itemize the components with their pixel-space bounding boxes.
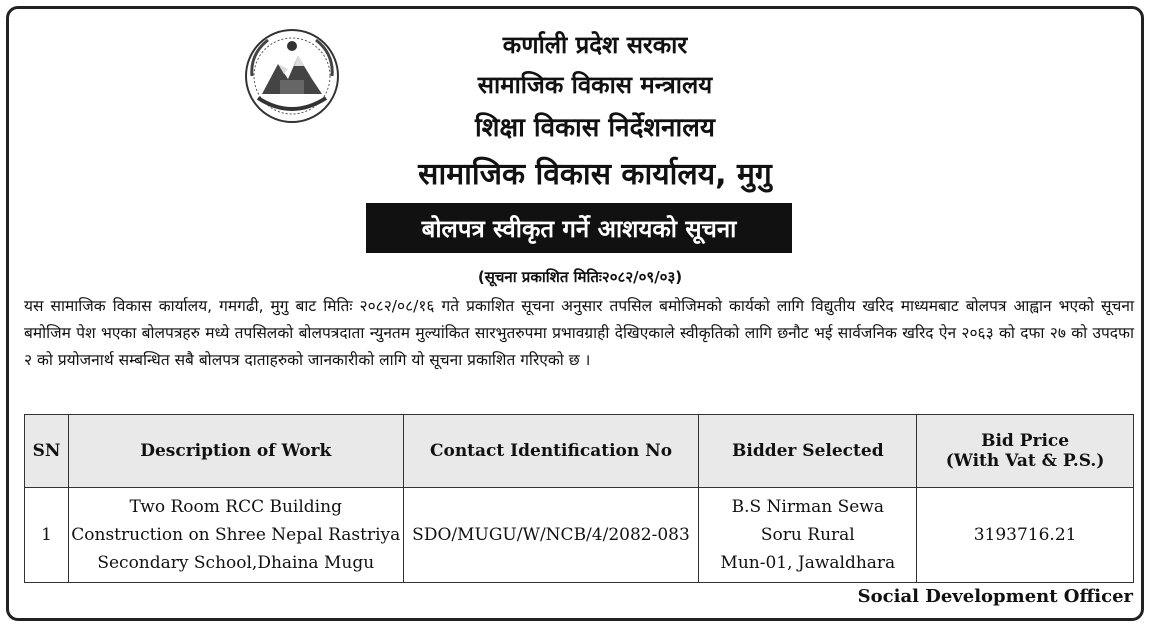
directorate-heading: शिक्षा विकास निर्देशनालय	[475, 113, 715, 143]
cell-sn: 1	[25, 488, 69, 583]
header-bid-price-label: Bid Price	[981, 431, 1070, 451]
bidder-line: Soru Rural	[760, 525, 855, 545]
header-bid-price-sub: (With Vat & P.S.)	[945, 451, 1105, 471]
ministry-heading: सामाजिक विकास मन्त्रालय	[477, 71, 713, 99]
published-date: (सूचना प्रकाशित मितिः२०८२/०९/०३)	[477, 268, 683, 286]
header-bidder: Bidder Selected	[699, 415, 917, 488]
cell-contract-id: SDO/MUGU/W/NCB/4/2082-083	[403, 488, 699, 583]
header-bid-price	[917, 415, 1134, 488]
description-line: Construction on Shree Nepal Rastriya	[71, 525, 401, 545]
signature-title: Social Development Officer	[857, 586, 1133, 607]
header-contract-id: Contact Identification No	[403, 415, 699, 488]
table-header-row	[25, 415, 1134, 488]
header-description: Description of Work	[68, 415, 403, 488]
province-government-heading: कर्णाली प्रदेश सरकार	[502, 31, 688, 59]
table-row	[25, 488, 1134, 583]
notice-body-text: यस सामाजिक विकास कार्यालय, गमगढी, मुगु बाट मितिः २०८२/०८/१६ गते प्रकाशित सूचना अनुसार तपसिल बमोजिमको कार्यको लागि विद्युतीय खरिद माध्यमबाट बोलपत्र आह्वान भएको सूचना बमोजिम पेश भएका बोलपत्रहरु मध्ये तपसिलको बोलपत्रदाता न्युनतम मुल्यांकित सारभुतरुपमा प्रभावग्राही देखिएकाले स्वीकृतिको लागि छनौट भई सार्वजनिक खरिद ऐन २०६३ को दफा २७ को उपदफा २ को प्रयोजनार्थ सम्बन्धित सबै बोलपत्र दाताहरुको जानकारीको लागि यो सूचना प्रकाशित गरिएको छ ।	[24, 297, 1134, 369]
cell-description	[68, 488, 403, 583]
description-line: Secondary School,Dhaina Mugu	[97, 553, 375, 573]
bid-table	[24, 414, 1134, 583]
cell-bidder	[699, 488, 917, 583]
bidder-line: B.S Nirman Sewa	[731, 497, 884, 517]
bidder-line: Mun-01, Jawaldhara	[720, 553, 896, 573]
office-heading: सामाजिक विकास कार्यालय, मुगु	[418, 157, 772, 192]
notice-title-banner: बोलपत्र स्वीकृत गर्ने आशयको सूचना	[366, 203, 792, 253]
description-line: Two Room RCC Building	[129, 497, 342, 517]
header-sn: SN	[25, 415, 69, 488]
cell-bid-price: 3193716.21	[917, 488, 1134, 583]
